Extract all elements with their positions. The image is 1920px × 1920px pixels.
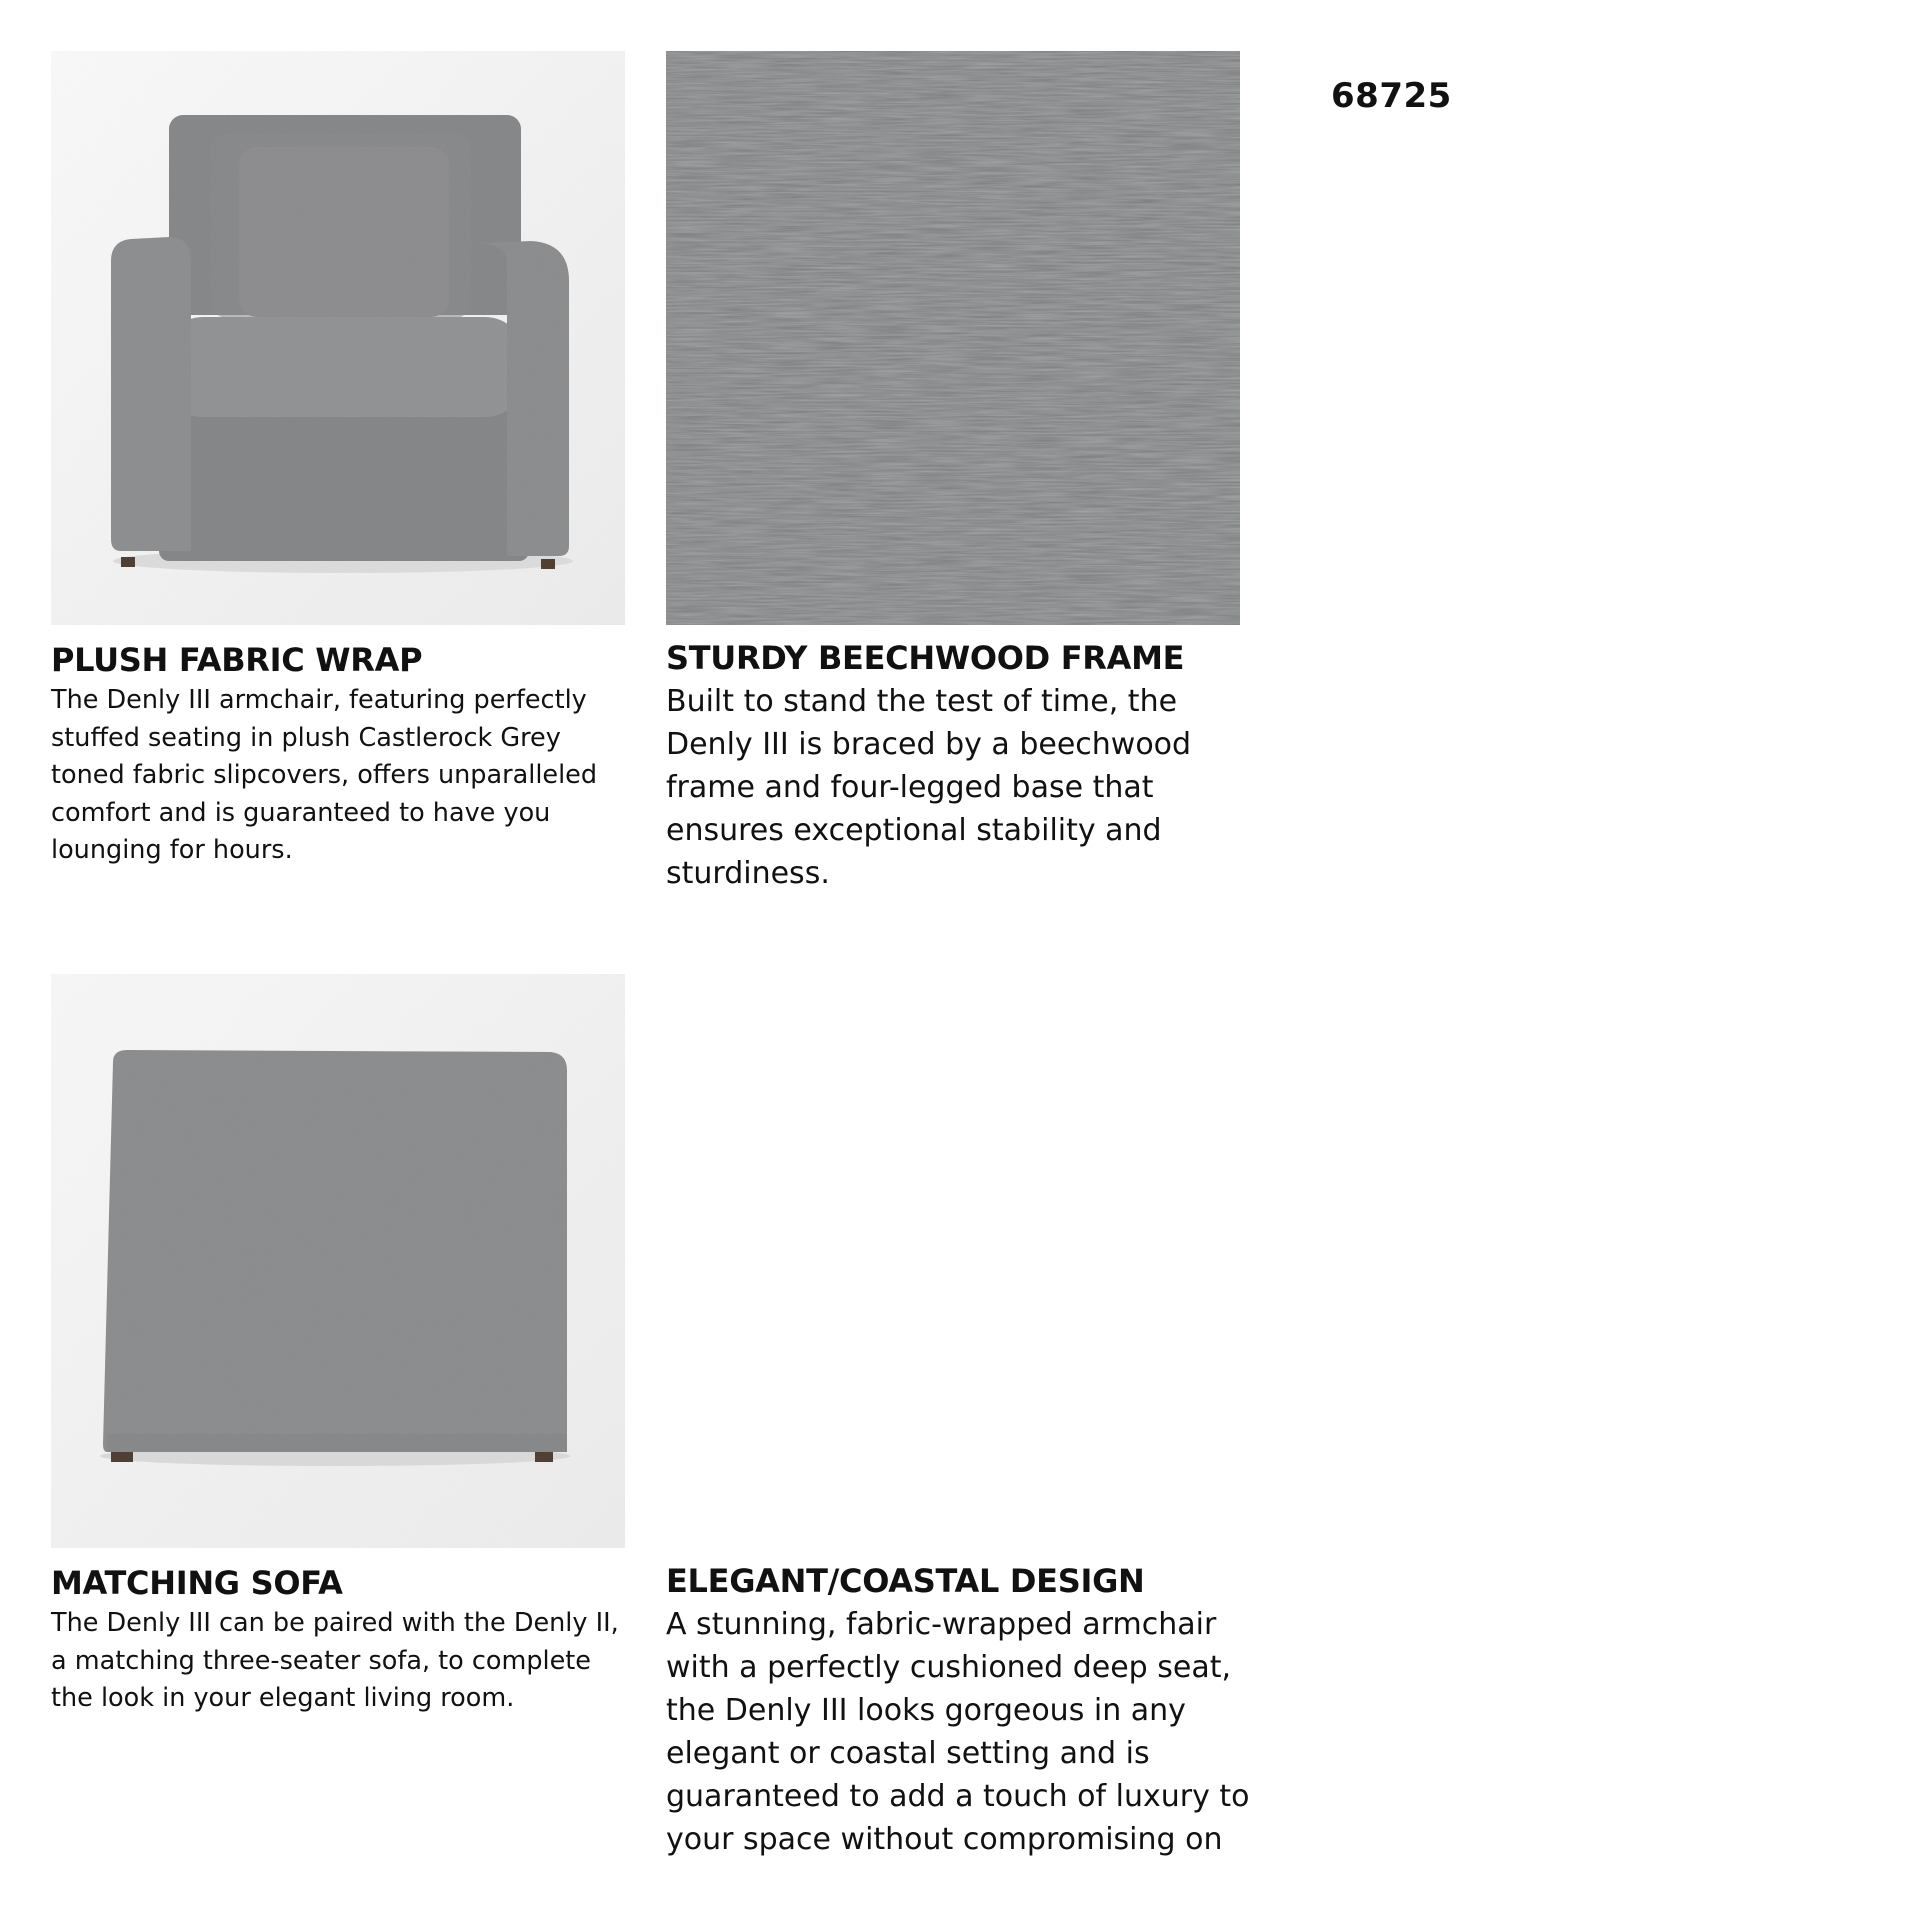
section-plush-fabric-wrap: [51, 640, 631, 870]
section-body: Built to stand the test of time, the Denly III is braced by a beechwood frame and four-legged base that ensures exceptional stability and sturdiness.: [666, 684, 1192, 891]
fabric-swatch-image: [666, 51, 1240, 625]
section-sturdy-beechwood-frame: [666, 638, 1256, 895]
section-elegant-coastal-design: [666, 1561, 1256, 1861]
section-body: The Denly III can be paired with the Denly II, a matching three-seater sofa, to complete the look in your elegant living room.: [51, 1608, 619, 1714]
section-heading: PLUSH FABRIC WRAP: [51, 641, 423, 679]
section-body: A stunning, fabric-wrapped armchair with a perfectly cushioned deep seat, the Denly III looks gorgeous in any elegant or coastal setting and is guaranteed to add a touch of luxury to your space without compromising on: [666, 1607, 1250, 1857]
section-heading: STURDY BEECHWOOD FRAME: [666, 639, 1185, 677]
section-heading: ELEGANT/COASTAL DESIGN: [666, 1562, 1145, 1600]
sku-number: 68725: [1331, 76, 1452, 116]
section-heading: MATCHING SOFA: [51, 1564, 343, 1602]
section-matching-sofa: [51, 1563, 631, 1718]
armchair-side-image: [51, 974, 625, 1548]
armchair-front-image: [51, 51, 625, 625]
section-body: The Denly III armchair, featuring perfectly stuffed seating in plush Castlerock Grey toned fabric slipcovers, offers unparalleled comfort and is guaranteed to have you lounging for hours.: [51, 685, 598, 866]
